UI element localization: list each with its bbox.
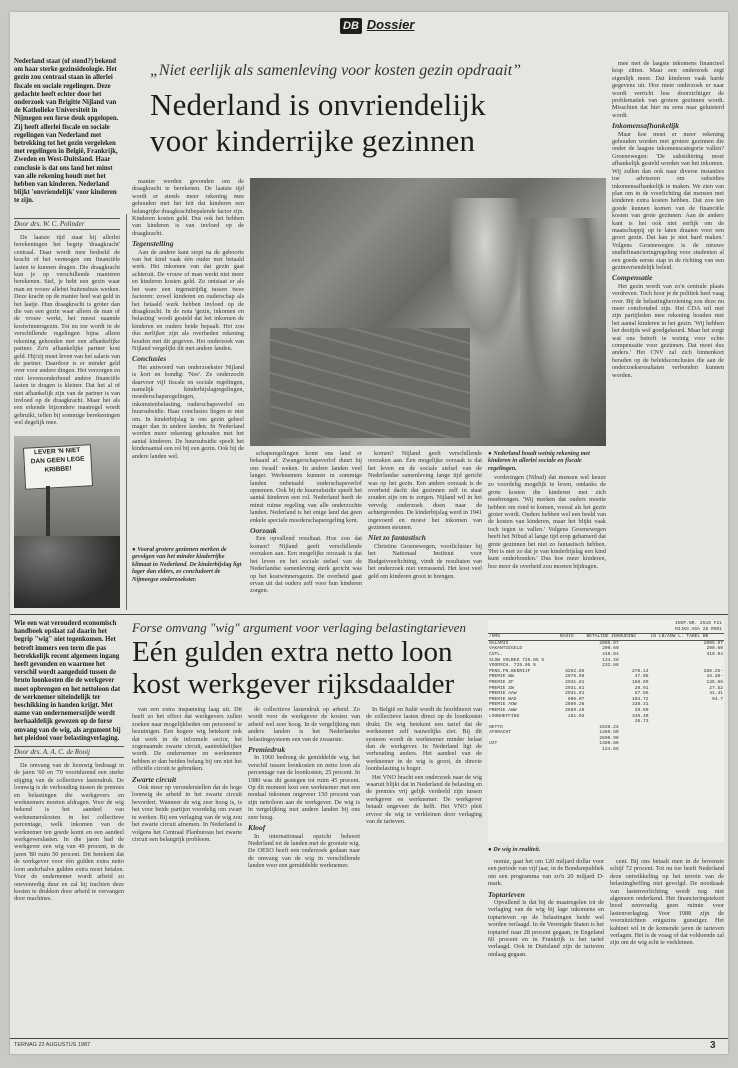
payslip-cell: SALARIS [489, 640, 509, 646]
payslip-cell: 2005.97 [599, 640, 619, 646]
payslip-cell: 200.60 [602, 646, 619, 652]
article2-byline: Door drs. A. A. C. de Rooij [14, 746, 124, 758]
article1-byline: Door drs. W. C. Polinder [14, 218, 120, 230]
paving-stones [270, 328, 470, 438]
footer-date: TERNAG 22 AUGUSTUS 1987 [14, 1042, 91, 1048]
article2-col6-paragraph: cent. Bij ons betaalt men in de bovenste schijf 72 procent. Tot nu toe heeft Nederland deze ontwikkeling op het terrein van de belastingheffing niet gevolgd. De noodzaak van lastenverlichting wordt nog niet algemeen onderkend. Het financieringstekort bood eenvoudig geen ruimte voor lastenverlaging. Voor 1988 zijn de vooruitzichten enigszins gunstiger. Het kabinet wil in de komende jaren de tarieven verlagen. Het is de vraag of dat voldoende zal zijn om de wig echt te verkleinen. [610, 858, 724, 947]
payslip-cell: CUTL. [489, 651, 503, 657]
article1-col1-paragraph: De laatste tijd staat bij allerlei berekeningen het begrip 'draagkracht' centraal. Daar wordt mee bedoeld de kracht of het vermogen om financiële lasten te kunnen dragen. Die draagkracht kun je op verschillende manieren berekenen. Stel, je hebt een gezin waar man en vrouw allebei buitenshuis werken. Deze kracht op de manier heel wat geld in het laatje. Hun draagkracht is groter dan die van een gezin waar alleen de man of de vrouw werkt, het meest naamde kostwinnersgezin. Tot nu toe wordt in de verschillende regelingen bijna alleen rekening gehouden met een afhankelijke partner. Zo'n afhankelijke partner kost geld. Hij/zij moet leven van het salaris van de partner. Daardoor is er minder geld over voor andere dingen. Het verzorgen en niet levensonderhoud andere financiële lasten te dragen is kleiner. Dat het al of niet afhankelijk zijn van de partner is van invloed op de draagkracht. Maar het als een erkende bijzondere maatregel wordt gebruikt, tellen bij sommige berekeningen wel degelijk mee. [14, 234, 120, 427]
newspaper-page [10, 12, 728, 1054]
subhead-niet-zo-fantastisch: Niet zo fantastisch [368, 533, 426, 543]
payslip-cell: 47.65 [634, 674, 649, 680]
photo2-caption: ● Nederland houdt weinig rekening met kinderen in allerlei sociale en fiscale regelingen. [488, 450, 590, 472]
payslip-image [488, 620, 724, 842]
subhead-compensatie: Compensatie [612, 273, 653, 283]
payslip-cell: 135.66 [706, 679, 723, 685]
payslip-cell: 168.69 [632, 679, 649, 685]
article2-column-1 [14, 762, 124, 1032]
article1-col5-paragraph: vorderingen (Nibud) dat mensen wel keuze zo voordelig mogelijk te leven, ondanks de grote kosten die kinderen met zich meebrengen. 'Wij merken dat ouders moeite hebben om rond te komen, vooral als het gezin groter wordt. Ouders hebben wel een beeld van de kosten van kinderen, maar het blijkt vaak toch tegen te vallen.' Volgens Groenewegen heeft het Nibud al lange tijd erop gehamerd dat grote gezinnen het niet zo fantastisch hebben. 'Het is niet zo dat je van kinderbijslag een kind kunt onderhouden.' Dus hoe meer kinderen, hoe meer de overheid zou moeten bijdragen. [488, 474, 606, 570]
payslip-cell: PREMIE ZF [489, 679, 514, 685]
article1-col6-paragraph: mee met de laagste inkomens financieel krap zitten. Maar een onderzoek zegt eigenlijk meer. Dat kinderen vaak harde gegevens uit. Hoe meer onderzoek er naar wordt verricht hoe doorzichtiger de problematiek van grotere gezinnen wordt. Misschien dat hier nu eens naar geluisterd wordt. [612, 60, 724, 119]
payslip-col-header: LN LB/AOW L. TABEL BK [650, 634, 709, 640]
payslip-cell: 410.04 [602, 651, 619, 657]
payslip-cell: 181.03 [567, 713, 585, 719]
article1-column-2 [132, 178, 245, 460]
payslip-cell: AFDRACHT [489, 730, 512, 736]
payslip-cell: PREMIE AAW [489, 691, 517, 697]
payslip-cell: 44.38- [706, 674, 723, 680]
payslip-cell: NETTO [489, 724, 503, 730]
payslip-cell: LOONHEFFING [489, 713, 520, 719]
subhead-kloof: Kloof [248, 823, 266, 833]
payslip-cell: 57.55 [634, 691, 649, 697]
article1-column-4 [368, 450, 482, 608]
child-figure-1 [450, 198, 520, 348]
payslip-cell: 2689.26 [565, 702, 585, 708]
page-number: 3 [710, 1040, 716, 1051]
article2-intro: Wie een wat verouderd economisch handboek opslaat zal daarin het begrip "wig" niet tegenkomen. Het betreft immers een term die pas betrekkelijk recent algemeen ingang heeft gevonden en waarmee het verschil wordt aangeduid tussen de bruto loonkosten die de werkgever moet opbrengen en het nettoloon dat de werknemer uiteindelijk ter beschikking in handen krijgt. Met name van ondernemerszijde wordt herhaaldelijk gewezen op de forse omvang van de wig, als argument bij het pleidooi voor belastingverlaging. [14, 620, 121, 742]
logo-wordmark: Dossier [366, 17, 415, 32]
payslip-cell: 338.31 [632, 702, 649, 708]
payslip-cell: 232.88 [602, 663, 619, 669]
column-rule [126, 214, 127, 610]
article1-col2-paragraph: manier werden gevonden om de draagkracht te berekenen. De laatste tijd wordt er steeds meer rekening mee gehouden met het feit dat kinderen een belangrijke draagkrachtbepalende factor zijn. Kinderen kosten geld. Dus ook het hebben van kinderen is van invloed op de draagkracht. [132, 178, 245, 237]
logo-initials: DB [340, 18, 362, 34]
article1-col2-paragraph-2: Aan de andere kant stopt na de geboorte van het kind vaak één ouder met betaald werk. Het inkomen van dat gezin gaat achteruit. De vrouw of man werkt niet meer en kinderen kosten geld. Zo ontstaat er als het ware een tegenstrijdig tussen twee factoren: zowel kinderen en ouderschap als het betaald werk hebben invloed op de draagkracht. In de nota 'gezin, inkomen en belasting' wordt gesteld dat het inkomen de kinderen en ouders beide bepaalt. Het zou dus eerlijker zijn als overheden rekening houden met dit gegeven. Het onderzoek van Nijland vergelijkt dit met andere landen. [132, 248, 244, 352]
crowd-shape [14, 536, 120, 608]
article2-col2-paragraph-2: Ook meer op veronderstellen dat de hoge loonwig de arbeid in het zwarte circuit bevordert. Wanneer de wig zeer hoog is, is het voor beide partijen voordelig om zwart te werken. Bij een verlaging van de wig zou het zwarte circuit afnemen. In Nederland is volgens het Centraal Planbureau het zwarte circuit een belangrijk probleem. [132, 784, 242, 843]
subhead-premiedruk: Premiedruk [248, 745, 286, 755]
payslip-cell: PREMIE ZW [489, 685, 514, 691]
article1-headline-line1: Nederland is onvriendelijk [150, 87, 486, 122]
dossier-logo [340, 14, 414, 34]
article1-intro: Nederland staat (of stond?) bekend om haar sterke gezinsideologie. Het gezin zou centraal staan in allerlei fiscale en sociale regelingen. Deze gedachte heeft echter door het onderzoek van Brigitte Nijland van de Katholieke Universiteit in Nijmegen een forse deuk opgelopen. Zij heeft allerlei fiscale en sociale regelingen van Nederland met betrekking tot het gezin vergeleken met regelingen in België, Frankrijk, Zweden en West-Duitsland. Haar conclusie is dat ons land het minst van alle rekening houdt met het hebben van kinderen. Nederland blijkt 'onvriendelijk' voor kinderen te zijn. [14, 58, 119, 205]
payslip-cell: 94.7 [711, 696, 723, 702]
payslip-header-line2: RIJKS.VGA 28 ROO1 [675, 626, 722, 632]
article1-col3-paragraph-2: Een opvallend resultaat. Hoe zou dat komen? Nijland geeft verschillende oorzaken aan. Een mogelijke oorzaak is dat het leven en het sociale stelsel van de Nederlandse samenleving sterk gericht was op het kostwinnersgezin. De overheid gaat ervan uit dat ouders zelf voor hun kinderen zorgen. [250, 535, 362, 595]
article2-headline-line1: Eén gulden extra netto loon [132, 636, 453, 668]
article1-col6-paragraph-3: Het gezin wordt van zo'n centrale plaats verdreven. Toch hoor je de politiek heel vaag over. Bij de belastingherziening zou deze nu meer comfortabel zijn. Het CDA wil met zijn partijleden mee rekening houden met het aantal kinderen in het gezin. 'Wij hebben het destijds wel goedgekeurd. Maar het zorgt wat ons betreft te weinig voor echte compensatie voor gezinnen. Dat moet dus anders.' Het CNV zal zich binnenkort beraden op de beleidsconclusies die aan de onderzoeksresultaten verbonden kunnen worden. [612, 282, 724, 379]
payslip-cell: 606.07 [567, 696, 585, 702]
payslip-cell: 3262.85 [565, 668, 585, 674]
subhead-inkomensafhankelijk: Inkomensafhankelijk [612, 121, 680, 131]
payslip-cell [650, 747, 724, 753]
protest-sign-line1: LEVER 'N NIET [33, 446, 81, 457]
article2-column-3 [248, 706, 360, 1032]
article1-col4-paragraph: komen? Nijland geeft verschillende oorzaken aan. Een mogelijke oorzaak is dat het leven en de sociale stelsel van de Nederlandse samenleving lange tijd gericht was op het gezin. Een andere oorzaak is de overheid dacht dat gezinnen zelf in staat zouden zijn om te zorgen. Nijland wil in het vervolg onderzoek doen naar de achtergronden. De kinderbijslag werd in 1941 ingevoerd en moest het inkomen van gezinnen steunen. [368, 450, 482, 532]
article2-col5-paragraph-2: Opvallend is dat bij de maatregelen tot de verlaging van de wig bij lage inkomens en toptarieven op de belastingen beide wel worden verlaagd. In de Verenigde Staten is het toptarief naar 28 procent gegaan, in Engeland 60 procent en in Frankrijk is het tarief verlaagd. Ook in Duitsland zijn de tarieven omlaag gegaan. [488, 899, 604, 958]
article1-kicker: „Niet eerlijk als samenleving voor kosten gezin opdraait” [150, 62, 522, 79]
protest-sign [23, 444, 93, 490]
payslip-cell [559, 747, 585, 753]
article2-column-2 [132, 706, 242, 1032]
article1-column-3 [250, 450, 362, 608]
payslip-cell: 29.69 [634, 707, 649, 713]
payslip-cell: 349.40 [632, 713, 649, 719]
payslip-cell: UIT [489, 741, 498, 747]
payslip-cell: VAKANTIEGELD [489, 646, 523, 652]
article1-col6-paragraph-2: Maar hoe moet er meer rekening gehouden worden met grotere gezinnen die onder de laagste inkomenscategorie vallen? Groenewegen: 'De subsidiëring moet afhankelijk gesteld worden van het inkomen. Wij zullen dan ook naar diverse instanties toe adviseren om subsidies inkomensafhankelijk te maken. We zien van plan om in de voorlichting dat mensen met kinderen extra kosten hebben. Dat zou ten goede kunnen komen van de financiële kosten van grote gezinnen. Aan de andere kant is het ook niet eerlijk om de maatschappij op te laten draaien voor een groot gezin. Dat kan je niet hard maken.' Volgens Groenewegen is de nieuwe studiefinancieringregeling voor studenten al een goede eerste stap in de richting van een gezinsvriendelijk beleid. [612, 130, 724, 271]
article2-column-6 [610, 858, 724, 1032]
payslip-cell: 410.04 [706, 651, 723, 657]
payslip-cell: 2689.26 [565, 707, 585, 713]
payslip-cell: 276.14 [632, 668, 649, 674]
payslip-cell [620, 747, 650, 753]
payslip-header-line1: INSP.NR. 2510 F21 [675, 621, 722, 626]
payslip-header-row [488, 634, 724, 641]
payslip-col-header: BASIS [559, 634, 574, 640]
payslip-cell: VOORSCH. 725.05 % [489, 663, 536, 669]
payslip-cell: 27.52 [709, 685, 723, 691]
article1-column-6 [612, 60, 724, 608]
subhead-oorzaak: Oorzaak [250, 526, 277, 536]
article2-kicker: Forse omvang "wig" argument voor verlaging belastingtarieven [132, 620, 466, 635]
photo1-caption: ● Vooral grotere gezinnen merken de gevolgen van het minder kinderrijke klimaat in Nederland. De kinderbijslag ligt lager dan elders, zo concludeert de Nijmeegse onderzoekster. [132, 546, 242, 583]
footer-rule [10, 1038, 728, 1039]
payslip-cell: 2931.81 [565, 685, 585, 691]
payslip-cell [488, 747, 559, 753]
article2-col3-paragraph-2: In 1960 bedroeg de gemiddelde wig, het verschil tussen loonkosten en netto loon als percentage van de loonkosten, 25 procent. In 1980 was dit gestegen tot ruim 45 procent. Op dit moment kost een werknemer met een modaal inkomen ongeveer 150 procent van zijn nettoloon aan de werkgever. De wig is in vergelijking met andere landen bij ons zeer hoog. [248, 754, 360, 821]
payslip-cell: PREMIE WAO [489, 696, 517, 702]
payslip-cell: 200.60 [706, 646, 723, 652]
payslip-cell: 1480.80 [599, 741, 619, 747]
article-divider [10, 614, 728, 615]
article2-column-4 [366, 706, 482, 1032]
payslip-cell: PREMIE AWW [489, 707, 517, 713]
payslip-cell: 104.72 [632, 696, 649, 702]
payslip-cell: PREMIE AOW [489, 702, 517, 708]
subhead-conclusies: Conclusies [132, 354, 167, 364]
payslip-rows [488, 640, 724, 752]
payslip-cell: 2931.81 [565, 679, 585, 685]
protest-sign-line2: DAN GEEN LEGE [30, 455, 85, 466]
article1-headline-line2: voor kinderrijke gezinnen [150, 123, 476, 158]
payslip-caption: ● De wig in realiteit. [488, 846, 541, 853]
protest-sign-line3: KRIBBE! [44, 465, 72, 474]
subhead-toptarieven: Toptarieven [488, 889, 525, 899]
children-photo [250, 178, 606, 446]
payslip-cell: 41.41 [709, 691, 723, 697]
article1-col3-paragraph: schapsregelingen komt ons land er bekaaid af. Zwangerschapsverlof duurt bij ons twaalf weken. In andere landen veel langer. Werknemers kunnen in sommige landen onbetaald ouderschapsverlof opnemen. Ook bij de huursubsidie speelt het aantal kinderen een rol. Nederland heeft de minst ruime regeling van alle onderzochte landen. Nederland is het enige land dat geen enkele speciale moederschapsregeling kent. [250, 450, 362, 524]
payslip-header [488, 620, 724, 633]
payslip-cell: 268.25- [703, 668, 723, 674]
payslip-cell: 1480.80 [599, 730, 619, 736]
subhead-zwarte-circuit: Zwarte circuit [132, 774, 177, 784]
payslip-cell: 2978.66 [565, 674, 585, 680]
payslip-cell: 1636.23 [599, 724, 619, 730]
article2-col4-paragraph: In België en Italië wordt de hoofdmoot van de collectieve lasten direct op de loonkosten drukt; De wig betekent een tarief dat de werknemer zelf nauwelijks ziet. Bij dit systeem wordt de werknemer minder belast dan de werkgever. In Nederland ligt de verhouding anders. Het aandeel van de werknemer in de wig is groot, de directe loonbelasting is hoger. [366, 706, 482, 773]
payslip-cell: 26.73 [634, 719, 649, 725]
article2-col3-paragraph-3: In internationaal opzicht behoort Nederland tot de landen met de grootste wig. De OESO heeft een onderzoek gedaan naar de omvang van de wig in verschillende landen voor een gemiddelde werknemer. [248, 832, 360, 870]
article2-col3-paragraph: de collectieve lastendruk op arbeid. Zo wordt voor de werkgever de kosten van arbeid wel zeer hoog. In de vergelijking met andere landen is het Nederlandse belastingsysteem een van de zwaarste. [248, 706, 360, 743]
article1-col4-paragraph-2: Christine Groenewegen, voorlichtster bij het Nationaal Instituut voor Budgetvoorlichting, vindt de resultaten van het onderzoek niet verrassend. Het kost veel geld om kinderen groot te brengen. [368, 542, 482, 580]
payslip-row [488, 747, 724, 753]
payslip-cell: 134.28 [602, 657, 619, 663]
payslip-cell: 124.66 [602, 747, 619, 753]
child-figure-2 [520, 218, 600, 438]
article2-col2-paragraph: van een extra inspanning laag uit. Dit heeft zo het effect dat werkgevers zullen zoeken naar mogelijkheden om personeel te bezuinigen. Een hogere wig betekent ook dat werk in de informele sector, het zogenaamde zwarte circuit, aantrekkelijker wordt. De ondernemer en werknemer hebben er dan beiden belang bij om niet het officiële circuit te gebruiken. [132, 706, 242, 773]
article1-column-5 [488, 474, 606, 608]
subhead-tegenstelling: Tegenstelling [132, 239, 174, 249]
article2-col1-paragraph: De omvang van de loonwig bedraagt in de jaren '60 en '70 voortdurend een sterke stijging van de collectieve lastendruk. De loonwig is de verhouding tussen de premies en belastingen die werkgevers en werknemers moeten afdragen. Voor de wig bekend is het aandeel van werknemerskosten in het collectieve percentage, welk inkomen van de werknemer ten goede komt en een aandeel werkgeverslasten. In die jaren had de werkgever een wig van 40 procent, in de jaren '80 ruim 50 procent. Dit betekent dat de werkgever voor één gulden extra netto loon anderhalve gulden extra moet betalen. Voor de ondernemer wordt arbeid zo onevenredig duur en zal hij trachten deze kosten te drukken door arbeid te vervangen door machines. [14, 762, 124, 903]
payslip-cell: 2609.99 [599, 735, 619, 741]
payslip-table [488, 633, 724, 752]
article2-col5-paragraph: nomie, gaat het om 120 miljard dollar voor een periode van vijf jaar, in de Bondsrepubliek om een programma van zo'n 20 miljard D-mark. [488, 858, 604, 888]
article2-column-5 [488, 858, 604, 1032]
payslip-cell: SLOW VOLBED 725.05 % [489, 657, 545, 663]
demonstration-photo [14, 436, 120, 608]
article1-col2-paragraph-3: Het antwoord van onderzoekster Nijland is kort en bondig: 'Nee'. Ze onderzocht daarvoor vijf fiscale en sociale regelingen, namelijk kinderbijslagregelingen, moederschapsregelingen, inkomstenbelasting, ouderschapsverlof en huursubsidie. Haar conclusies liegen er niet om. In kinderbijslag is ons gezin geheel mager dan in andere landen. In Nederland worden meer rekening gehouden met het aantal kinderen. De huursubsidie speelt het kinderaantal een rol bij een gezin. Ook bij de andere landen wel. [132, 363, 244, 460]
payslip-cell: PREMIE WW [489, 674, 514, 680]
article2-headline-line2: kost werkgever rijksdaalder [132, 668, 455, 700]
payslip-col-header: BETALING INHOUDING [586, 634, 637, 640]
payslip-cell: 29.91 [634, 685, 649, 691]
payslip-cell: 2005.97 [703, 640, 723, 646]
article1-column-1 [14, 234, 120, 432]
article2-col4-paragraph-2: Het VNO bracht een onderzoek naar de wig waaruit blijkt dat in Nederland de belasting en de premies vrij gelijk verdeeld zijn tussen werkgever en werknemer. De werkgever betaalt ongeveer de helft. Het VNO pleit ervoor de wig te verkleinen door verlaging van de tarieven. [366, 773, 482, 826]
payslip-col-header: /OMS [489, 634, 501, 640]
payslip-cell: 2931.81 [565, 691, 585, 697]
payslip-cell: PENS.FN.BEDRIJF [489, 668, 531, 674]
